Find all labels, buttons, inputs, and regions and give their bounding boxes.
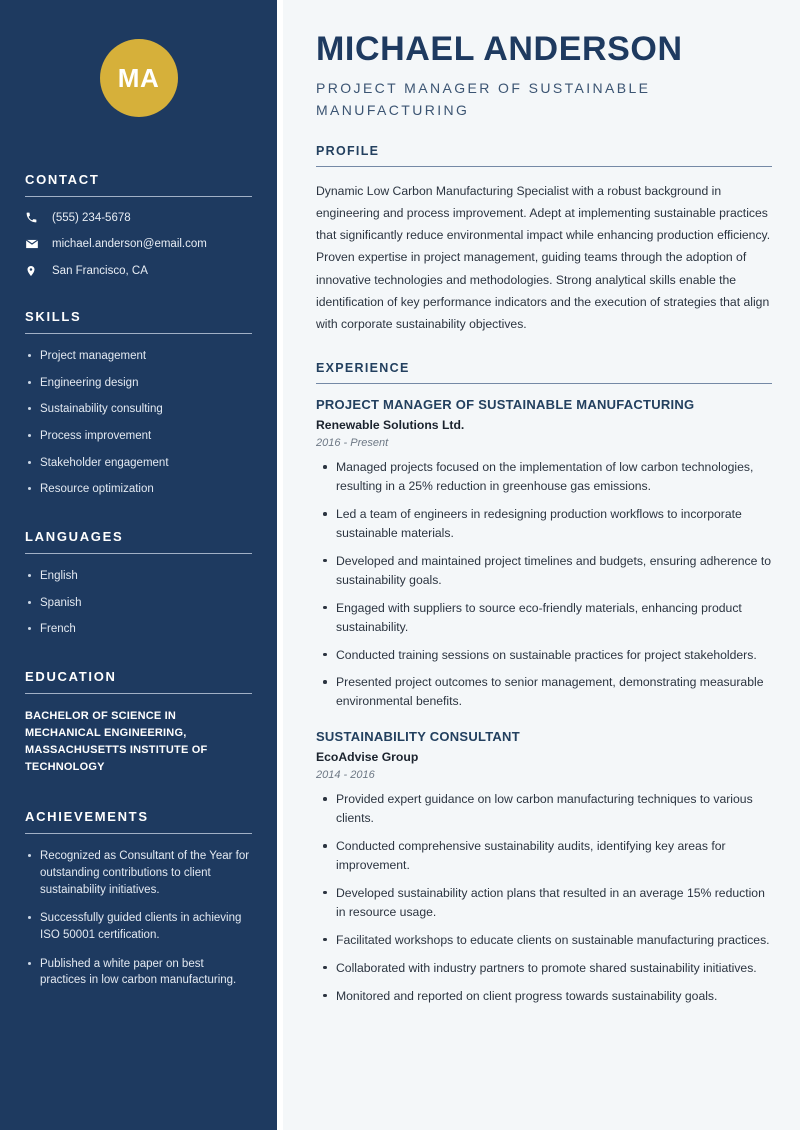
sidebar [0, 0, 277, 1130]
job-subtitle: PROJECT MANAGER OF SUSTAINABLE MANUFACTURING [316, 80, 651, 119]
achievements-divider [25, 833, 252, 834]
profile-divider [316, 166, 772, 167]
profile-heading: PROFILE [316, 143, 380, 158]
list-item: Developed sustainability action plans that resulted in an average 15% reduction in resource usage. [316, 884, 772, 922]
profile-section [316, 144, 772, 335]
experience-section [316, 361, 772, 1005]
contact-location-row[interactable] [25, 264, 252, 278]
achievements-heading: ACHIEVEMENTS [25, 809, 149, 825]
languages-heading: LANGUAGES [25, 529, 124, 545]
list-item: Facilitated workshops to educate clients on sustainable manufacturing practices. [316, 931, 772, 950]
education-degree: BACHELOR OF SCIENCE IN MECHANICAL ENGINEERING, MASSACHUSETTS INSTITUTE OF TECHNOLOGY [25, 710, 208, 774]
avatar: MA [100, 39, 178, 117]
list-item: Published a white paper on best practices in low carbon manufacturing. [25, 956, 252, 989]
list-item: Led a team of engineers in redesigning production workflows to incorporate sustainable materials. [316, 505, 772, 543]
skills-divider [25, 333, 252, 334]
job-company: EcoAdvise Group [316, 750, 419, 765]
contact-phone-row[interactable] [25, 211, 252, 224]
list-item: Developed and maintained project timelines and budgets, ensuring adherence to sustainability goals. [316, 552, 772, 590]
contact-location-value: San Francisco, CA [52, 265, 148, 277]
list-item: Recognized as Consultant of the Year for outstanding contributions to client sustainability initiatives. [25, 848, 252, 898]
experience-heading: EXPERIENCE [316, 361, 410, 376]
languages-section [25, 529, 252, 638]
list-item: French [25, 621, 252, 638]
job-bullet-list [316, 458, 772, 711]
languages-divider [25, 553, 252, 554]
location-pin-icon [25, 264, 45, 278]
contact-phone-value: (555) 234-5678 [52, 211, 131, 224]
list-item: Collaborated with industry partners to promote shared sustainability initiatives. [316, 959, 772, 978]
list-item: Process improvement [25, 428, 252, 445]
contact-email-row[interactable] [25, 237, 252, 251]
education-divider [25, 693, 252, 694]
achievements-section [25, 809, 252, 989]
education-section [25, 669, 252, 776]
list-item: Engineering design [25, 375, 252, 392]
experience-entry [316, 397, 772, 711]
list-item: Conducted training sessions on sustainable practices for project stakeholders. [316, 646, 772, 665]
avatar-container [25, 0, 252, 117]
contact-divider [25, 196, 252, 197]
job-company: Renewable Solutions Ltd. [316, 418, 465, 433]
job-dates: 2014 - 2016 [316, 769, 375, 782]
languages-list [25, 568, 252, 638]
experience-entry [316, 729, 772, 1005]
main-content [283, 0, 800, 1130]
phone-icon [25, 211, 45, 224]
list-item: Presented project outcomes to senior management, demonstrating measurable environmental benefits. [316, 673, 772, 711]
contact-heading: CONTACT [25, 172, 100, 187]
list-item: Monitored and reported on client progress towards sustainability goals. [316, 987, 772, 1006]
profile-text: Dynamic Low Carbon Manufacturing Specialist with a robust background in engineering and process improvement. Adept at implementing sustainable practices that significantly reduce environmental impact while enhancing production efficiency. Proven expertise in project management, guiding teams through the adoption of innovative technologies and methodologies. Strong analytical skills enable the identification of key performance indicators and the execution of strategies that align with corporate sustainability objectives. [316, 183, 771, 332]
education-heading: EDUCATION [25, 669, 117, 685]
list-item: Engaged with suppliers to source eco-friendly materials, enhancing product sustainability. [316, 599, 772, 637]
list-item: Managed projects focused on the implementation of low carbon technologies, resulting in a 25% reduction in greenhouse gas emissions. [316, 458, 772, 496]
list-item: Conducted comprehensive sustainability audits, identifying key areas for improvement. [316, 837, 772, 875]
envelope-icon [25, 237, 45, 251]
job-bullet-list [316, 790, 772, 1005]
experience-divider [316, 383, 772, 384]
list-item: English [25, 568, 252, 585]
list-item: Successfully guided clients in achieving ISO 50001 certification. [25, 910, 252, 943]
achievements-list [25, 848, 252, 989]
job-dates: 2016 - Present [316, 437, 389, 450]
list-item: Provided expert guidance on low carbon manufacturing techniques to various clients. [316, 790, 772, 828]
list-item: Spanish [25, 595, 252, 612]
page-title: MICHAEL ANDERSON [316, 30, 683, 68]
skills-list [25, 348, 252, 498]
list-item: Project management [25, 348, 252, 365]
job-title: SUSTAINABILITY CONSULTANT [316, 729, 520, 745]
list-item: Sustainability consulting [25, 401, 252, 418]
skills-section [25, 309, 252, 498]
list-item: Resource optimization [25, 481, 252, 498]
contact-email-value: michael.anderson@email.com [52, 238, 207, 250]
job-title: PROJECT MANAGER OF SUSTAINABLE MANUFACTURING [316, 397, 695, 413]
contact-section [25, 172, 252, 278]
list-item: Stakeholder engagement [25, 455, 252, 472]
skills-heading: SKILLS [25, 309, 82, 324]
